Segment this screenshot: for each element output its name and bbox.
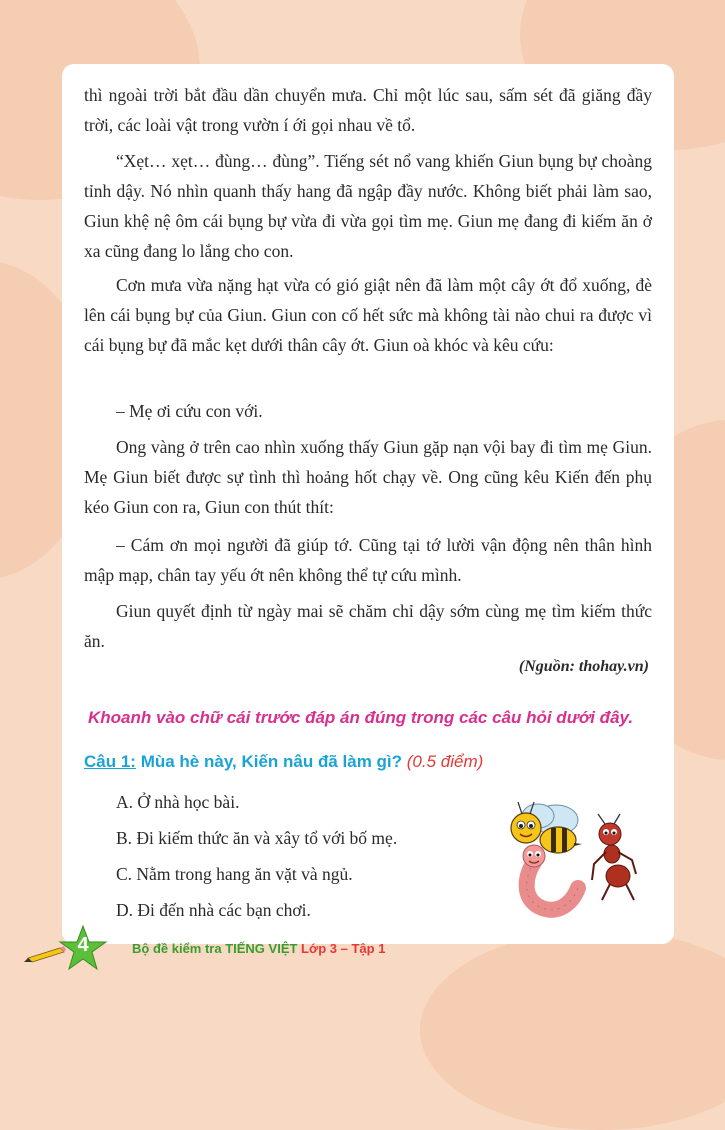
background-blob	[420, 930, 725, 1130]
ant-icon	[592, 814, 636, 900]
answer-option-a[interactable]: A. Ở nhà học bài.	[116, 792, 240, 812]
story-paragraph: “Xẹt… xẹt… đùng… đùng”. Tiếng sét nổ vang khiến Giun bụng bự choàng tỉnh dậy. Nó nhìn quanh thấy hang đã ngập đầy nước. Không biết phải làm sao, Giun khệ nệ ôm cái bụng bự vừa đi vừa gọi tìm mẹ. Giun mẹ đang đi kiếm ăn ở xa cũng đang lo lắng cho con.	[84, 151, 652, 261]
source-citation: (Nguồn: thohay.vn)	[518, 658, 649, 675]
answer-option-c[interactable]: C. Nằm trong hang ăn vặt và ngủ.	[116, 864, 353, 884]
question-points: (0.5 điểm)	[402, 752, 484, 771]
answer-option-b[interactable]: B. Đi kiếm thức ăn và xây tổ với bố mẹ.	[116, 828, 398, 848]
page-number: 4	[77, 934, 89, 956]
question-text: Mùa hè này, Kiến nâu đã làm gì?	[135, 752, 403, 771]
instruction-text: Khoanh vào chữ cái trước đáp án đúng trong các câu hỏi dưới đây.	[88, 708, 634, 727]
worm-icon	[523, 845, 578, 910]
question-number: Câu 1:	[84, 752, 136, 771]
story-paragraph: – Mẹ ơi cứu con với.	[116, 401, 263, 421]
story-paragraph: Cơn mưa vừa nặng hạt vừa có gió giật nên đã làm một cây ớt đổ xuống, đè lên cái bụng bự của Giun. Giun con cố hết sức mà không tài nào chui ra được vì cái bụng bự đã mắc kẹt dưới thân cây ớt. Giun oà khóc và kêu cứu:	[84, 275, 652, 355]
story-paragraph: Giun quyết định từ ngày mai sẽ chăm chỉ dậy sớm cùng mẹ tìm kiếm thức ăn.	[84, 601, 652, 651]
story-paragraph: Ong vàng ở trên cao nhìn xuống thấy Giun gặp nạn vội bay đi tìm mẹ Giun. Mẹ Giun biết được sự tình thì hoảng hốt chạy về. Ong cũng kêu Kiến đến phụ kéo Giun con ra, Giun con thút thít:	[84, 437, 652, 517]
book-grade: Lớp 3 – Tập 1	[297, 941, 386, 956]
story-paragraph: – Cám ơn mọi người đã giúp tớ. Cũng tại tớ lười vận động nên thân hình mập mạp, chân tay yếu ớt nên không thể tự cứu mình.	[84, 535, 652, 585]
bee-icon	[511, 802, 582, 853]
footer-book-title	[132, 941, 385, 956]
animal-illustration	[494, 788, 654, 928]
story-paragraph: thì ngoài trời bắt đầu dần chuyển mưa. Chỉ một lúc sau, sấm sét đã giăng đầy trời, các loài vật trong vườn í ới gọi nhau về tổ.	[84, 85, 652, 135]
answer-option-d[interactable]: D. Đi đến nhà các bạn chơi.	[116, 900, 311, 920]
question-1	[84, 752, 483, 772]
book-title: Bộ đề kiểm tra TIẾNG VIỆT	[132, 941, 298, 956]
